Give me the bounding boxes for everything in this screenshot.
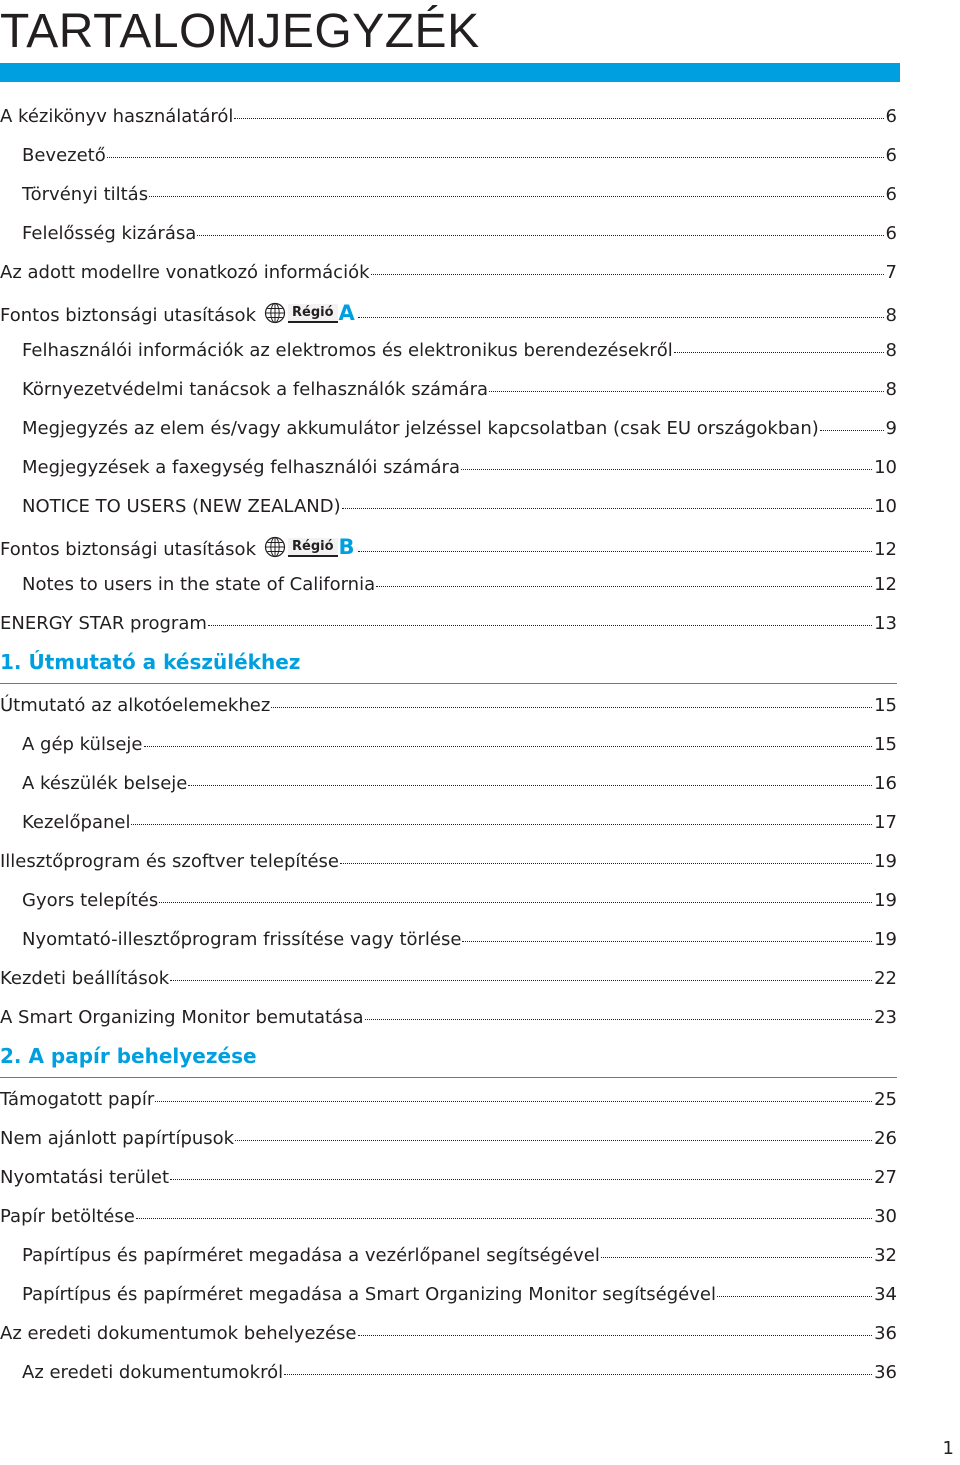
- toc-entry[interactable]: [0, 1005, 897, 1031]
- region-a-badge: [264, 302, 355, 324]
- toc-entry-page: 8: [885, 305, 897, 326]
- dot-leader: [358, 551, 873, 552]
- toc-entry[interactable]: [22, 494, 897, 520]
- dot-leader: [107, 157, 884, 158]
- toc-entry-page: 13: [874, 613, 897, 634]
- toc-entry-label: Útmutató az alkotóelemekhez: [0, 695, 271, 716]
- toc-entry-label: Támogatott papír: [0, 1089, 155, 1110]
- toc-entry-page: 6: [885, 223, 897, 244]
- toc-entry[interactable]: [0, 1087, 897, 1113]
- toc-entry-label: Törvényi tiltás: [22, 184, 149, 205]
- dot-leader: [234, 118, 883, 119]
- dot-leader: [342, 508, 872, 509]
- toc-entry-page: 9: [885, 418, 897, 439]
- toc-entry[interactable]: [0, 1126, 897, 1152]
- dot-leader: [358, 1335, 873, 1336]
- dot-leader: [340, 863, 872, 864]
- toc-entry-label: Nem ajánlott papírtípusok: [0, 1128, 235, 1149]
- toc-entry-label: Papírtípus és papírméret megadása a Smart Organizing Monitor segítségével: [22, 1284, 716, 1305]
- dot-leader: [820, 430, 884, 431]
- region-letter: A: [338, 301, 355, 325]
- region-b-badge: [264, 536, 355, 558]
- dot-leader: [284, 1374, 872, 1375]
- toc-entry[interactable]: [0, 1165, 897, 1191]
- toc-entry-label: Notes to users in the state of California: [22, 574, 376, 595]
- toc-entry-label: Nyomtatási terület: [0, 1167, 170, 1188]
- toc-entry-page: 10: [874, 496, 897, 517]
- toc-entry-page: 16: [874, 773, 897, 794]
- toc-entry[interactable]: [22, 1360, 897, 1386]
- toc-entry[interactable]: [0, 693, 897, 719]
- toc-entry-label: A készülék belseje: [22, 773, 188, 794]
- dot-leader: [170, 1179, 872, 1180]
- toc-entry[interactable]: [22, 455, 897, 481]
- toc-entry-page: 22: [874, 968, 897, 989]
- toc-entry-page: 7: [885, 262, 897, 283]
- toc-entry-label: Kezelőpanel: [22, 812, 131, 833]
- toc-entry[interactable]: [22, 771, 897, 797]
- region-word: Régió: [288, 538, 338, 557]
- toc-entry-page: 26: [874, 1128, 897, 1149]
- toc-entry[interactable]: [0, 1204, 897, 1230]
- dot-leader: [462, 941, 872, 942]
- globe-icon: [264, 536, 286, 558]
- dot-leader: [188, 785, 872, 786]
- toc-entry-page: 10: [874, 457, 897, 478]
- toc-entry-label: A gép külseje: [22, 734, 143, 755]
- toc-entry-page: 15: [874, 734, 897, 755]
- toc-entry[interactable]: [0, 966, 897, 992]
- page-title: TARTALOMJEGYZÉK: [0, 5, 480, 58]
- toc-entry[interactable]: [22, 416, 897, 442]
- dot-leader: [170, 980, 872, 981]
- dot-leader: [144, 746, 873, 747]
- toc-entry-page: 23: [874, 1007, 897, 1028]
- dot-leader: [271, 707, 872, 708]
- dot-leader: [149, 196, 883, 197]
- toc-entry-region-a[interactable]: [0, 299, 897, 325]
- dot-leader: [197, 235, 883, 236]
- dot-leader: [371, 274, 884, 275]
- toc-entry-page: 6: [885, 145, 897, 166]
- toc-entry-page: 19: [874, 929, 897, 950]
- dot-leader: [136, 1218, 872, 1219]
- toc-entry[interactable]: [0, 104, 897, 130]
- toc-entry[interactable]: [22, 182, 897, 208]
- toc-entry[interactable]: [22, 810, 897, 836]
- toc-entry[interactable]: [0, 260, 897, 286]
- toc-entry[interactable]: [0, 849, 897, 875]
- toc-entry[interactable]: [22, 1243, 897, 1269]
- toc-entry-label: Nyomtató-illesztőprogram frissítése vagy törlése: [22, 929, 462, 950]
- region-letter: B: [338, 535, 355, 559]
- chapter-heading[interactable]: 1. Útmutató a készülékhez: [0, 650, 301, 674]
- toc-entry-label: Papír betöltése: [0, 1206, 135, 1227]
- toc-entry-label: Fontos biztonsági utasítások: [0, 539, 256, 560]
- toc-entry[interactable]: [22, 572, 897, 598]
- toc-entry-region-b[interactable]: [0, 533, 897, 559]
- toc-entry[interactable]: [22, 888, 897, 914]
- toc-entry-label: Felelősség kizárása: [22, 223, 197, 244]
- dot-leader: [235, 1140, 872, 1141]
- toc-entry-label: Bevezető: [22, 145, 106, 166]
- toc-entry-label: Illesztőprogram és szoftver telepítése: [0, 851, 339, 872]
- region-word: Régió: [288, 304, 338, 323]
- toc-entry-label: Az eredeti dokumentumokról: [22, 1362, 284, 1383]
- toc-entry-label: ENERGY STAR program: [0, 613, 207, 634]
- globe-icon: [264, 302, 286, 324]
- toc-entry-page: 25: [874, 1089, 897, 1110]
- toc-entry[interactable]: [22, 143, 897, 169]
- toc-entry-label: Gyors telepítés: [22, 890, 159, 911]
- toc-entry-page: 8: [885, 379, 897, 400]
- toc-entry[interactable]: [0, 611, 897, 637]
- toc-entry-label: NOTICE TO USERS (NEW ZEALAND): [22, 496, 341, 517]
- dot-leader: [489, 391, 884, 392]
- dot-leader: [358, 317, 884, 318]
- toc-entry-label: Felhasználói információk az elektromos és elektronikus berendezésekről: [22, 340, 673, 361]
- toc-entry-page: 8: [885, 340, 897, 361]
- dot-leader: [674, 352, 884, 353]
- toc-entry[interactable]: [22, 338, 897, 364]
- dot-leader: [461, 469, 872, 470]
- toc-entry-page: 27: [874, 1167, 897, 1188]
- toc-entry[interactable]: [22, 1282, 897, 1308]
- toc-entry-page: 19: [874, 890, 897, 911]
- toc-entry-label: A kézikönyv használatáról: [0, 106, 234, 127]
- toc-entry-page: 32: [874, 1245, 897, 1266]
- page-number: 1: [942, 1438, 954, 1459]
- toc-entry-label: Az eredeti dokumentumok behelyezése: [0, 1323, 357, 1344]
- dot-leader: [131, 824, 872, 825]
- chapter-heading[interactable]: 2. A papír behelyezése: [0, 1044, 257, 1068]
- toc-entry-label: Kezdeti beállítások: [0, 968, 170, 989]
- dot-leader: [155, 1101, 872, 1102]
- dot-leader: [601, 1257, 872, 1258]
- dot-leader: [376, 586, 872, 587]
- toc-entry-label: Megjegyzés az elem és/vagy akkumulátor jelzéssel kapcsolatban (csak EU országokban): [22, 418, 819, 439]
- toc-entry-page: 34: [874, 1284, 897, 1305]
- toc-entry-label: Fontos biztonsági utasítások: [0, 305, 256, 326]
- dot-leader: [717, 1296, 872, 1297]
- toc-entry[interactable]: [22, 377, 897, 403]
- toc-entry[interactable]: [22, 221, 897, 247]
- toc-entry-label: Megjegyzések a faxegység felhasználói számára: [22, 457, 460, 478]
- dot-leader: [159, 902, 872, 903]
- toc-entry-label: Papírtípus és papírméret megadása a vezérlőpanel segítségével: [22, 1245, 600, 1266]
- toc-entry-label: Környezetvédelmi tanácsok a felhasználók számára: [22, 379, 489, 400]
- toc-entry-page: 12: [874, 539, 897, 560]
- toc-entry-page: 12: [874, 574, 897, 595]
- toc-entry-page: 19: [874, 851, 897, 872]
- toc-entry-page: 36: [874, 1362, 897, 1383]
- toc-entry-page: 6: [885, 184, 897, 205]
- toc-entry-page: 36: [874, 1323, 897, 1344]
- toc-entry-page: 15: [874, 695, 897, 716]
- chapter-divider: [0, 1077, 897, 1078]
- toc-entry-page: 30: [874, 1206, 897, 1227]
- toc-entry[interactable]: [22, 927, 897, 953]
- toc-entry[interactable]: [22, 732, 897, 758]
- dot-leader: [208, 625, 872, 626]
- dot-leader: [365, 1019, 873, 1020]
- chapter-divider: [0, 683, 897, 684]
- toc-entry-page: 6: [885, 106, 897, 127]
- toc-entry-page: 17: [874, 812, 897, 833]
- toc-entry-label: A Smart Organizing Monitor bemutatása: [0, 1007, 364, 1028]
- toc-entry-label: Az adott modellre vonatkozó információk: [0, 262, 370, 283]
- toc-entry[interactable]: [0, 1321, 897, 1347]
